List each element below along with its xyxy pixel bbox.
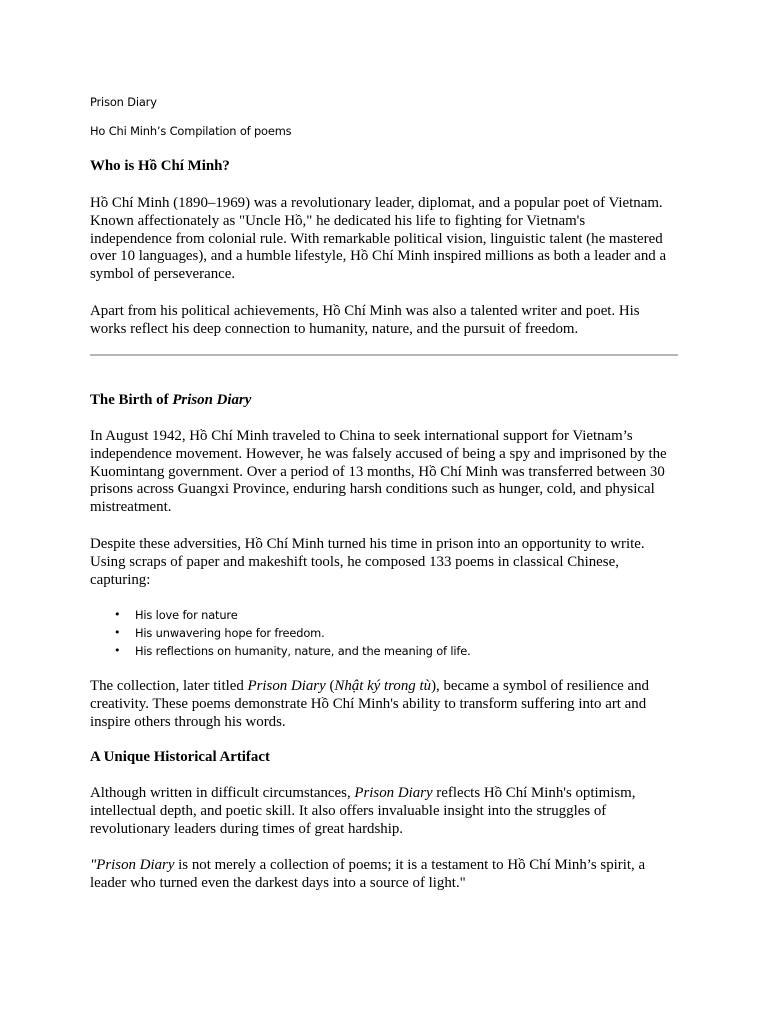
paragraph-line: intellectual depth, and poetic skill. It also offers invaluable insight into the struggles of — [90, 802, 607, 819]
paragraph-line: Using scraps of paper and makeshift tools, he composed 133 poems in classical Chinese, — [90, 553, 619, 570]
italic-vietnamese-title: Nhật ký trong tù — [334, 678, 432, 694]
text-run: ( — [325, 678, 335, 694]
text-run: ), became a symbol of resilience and — [431, 678, 649, 694]
text-run: is not merely a collection of poems; it is a testament to Hồ Chí Minh’s spirit, a — [174, 857, 646, 873]
paragraph-collection — [90, 678, 649, 731]
paragraph-biography — [90, 195, 666, 284]
bullet-marker: • — [114, 644, 121, 657]
paragraph-imprisonment — [90, 428, 667, 517]
bullet-marker: • — [114, 608, 121, 621]
paragraph-line: inspire others through his words. — [90, 713, 286, 730]
paragraph-line: prisons across Guangxi Province, enduring harsh conditions such as hunger, cold, and physical — [90, 481, 655, 498]
paragraph-line: creativity. These poems demonstrate Hồ Chí Minh's ability to transform suffering into art and — [90, 695, 647, 712]
paragraph-line: leader who turned even the darkest days into a source of light." — [90, 874, 466, 891]
paragraph-line: In August 1942, Hồ Chí Minh traveled to China to seek international support for Vietnam’s — [90, 428, 633, 444]
paragraph-line: revolutionary leaders during times of great hardship. — [90, 820, 404, 837]
paragraph-line: Hồ Chí Minh (1890–1969) was a revolutionary leader, diplomat, and a popular poet of Vietnam. — [90, 195, 663, 211]
paragraph-line: works reflect his deep connection to humanity, nature, and the pursuit of freedom. — [90, 320, 579, 337]
paragraph-line — [90, 785, 635, 803]
paragraph-line: over 10 languages), and a humble lifestyle, Hồ Chí Minh inspired millions as both a leader and a — [90, 248, 667, 265]
paragraph-line: symbol of perseverance. — [90, 266, 236, 283]
paragraph-line — [90, 678, 649, 696]
bullet-list — [90, 606, 471, 660]
bullet-marker: • — [114, 626, 121, 639]
text-run: reflects Hồ Chí Minh's optimism, — [432, 785, 636, 801]
list-item — [90, 642, 471, 660]
heading-prefix: The Birth of — [90, 392, 173, 408]
paragraph-line: Kuomintang government. Over a period of 13 months, Hồ Chí Minh was transferred between 30 — [90, 463, 665, 480]
section-heading-artifact: A Unique Historical Artifact — [90, 749, 270, 765]
paragraph-line: independence movement. However, he was falsely accused of being a spy and imprisoned by the — [90, 445, 667, 462]
document-title: Prison Diary — [90, 95, 157, 109]
paragraph-writing-in-prison — [90, 536, 645, 589]
paragraph-artifact — [90, 785, 635, 838]
paragraph-line: Despite these adversities, Hồ Chí Minh turned his time in prison into an opportunity to write. — [90, 536, 645, 552]
italic-title: Prison Diary — [247, 678, 326, 694]
heading-italic-title: Prison Diary — [172, 392, 252, 408]
section-heading-who-is: Who is Hồ Chí Minh? — [90, 158, 230, 174]
paragraph-line — [90, 857, 645, 875]
list-item-text: His love for nature — [135, 608, 238, 622]
text-run: The collection, later titled — [90, 678, 248, 694]
document-subtitle: Ho Chi Minh’s Compilation of poems — [90, 124, 292, 138]
list-item — [90, 606, 471, 624]
paragraph-line: Known affectionately as "Uncle Hồ," he dedicated his life to fighting for Vietnam's — [90, 212, 586, 229]
paragraph-line: independence from colonial rule. With remarkable political vision, linguistic talent (he mastered — [90, 230, 663, 247]
horizontal-divider — [90, 354, 678, 356]
paragraph-writer — [90, 303, 640, 339]
list-item-text: His reflections on humanity, nature, and the meaning of life. — [135, 644, 471, 658]
list-item-text: His unwavering hope for freedom. — [135, 626, 325, 640]
list-item — [90, 624, 471, 642]
paragraph-line: Apart from his political achievements, Hồ Chí Minh was also a talented writer and poet. His — [90, 303, 640, 319]
italic-title: Prison Diary — [354, 785, 433, 801]
text-run: Although written in difficult circumstances, — [90, 785, 355, 801]
paragraph-line: mistreatment. — [90, 499, 172, 516]
closing-quote — [90, 857, 645, 893]
italic-title: "Prison Diary — [90, 857, 175, 873]
paragraph-line: capturing: — [90, 571, 151, 588]
section-heading-birth — [90, 392, 251, 410]
